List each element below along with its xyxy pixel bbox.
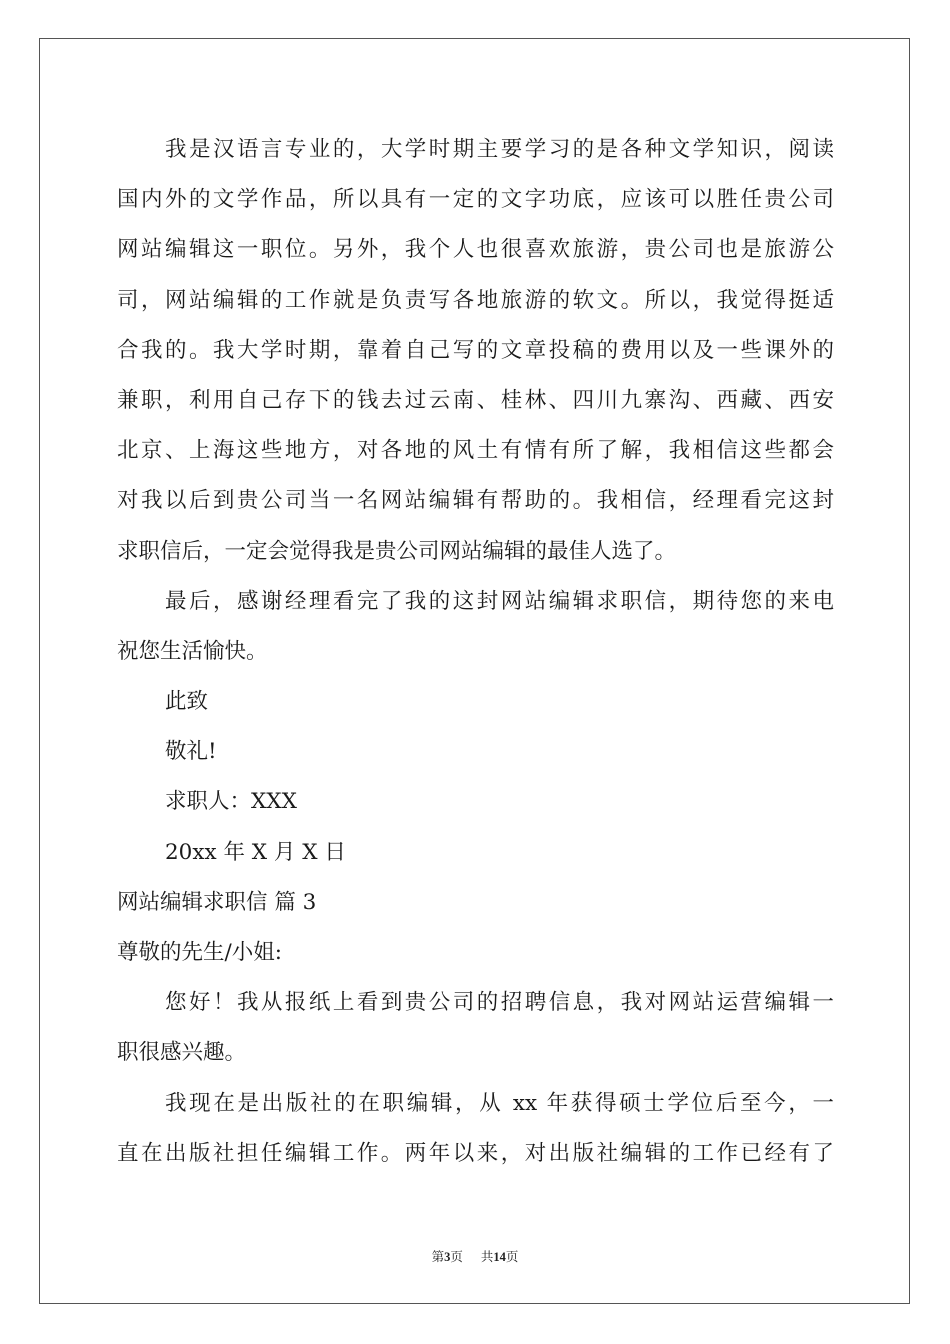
text-line: 我现在是出版社的在职编辑，从 xx 年获得硕士学位后至今，一 (165, 1090, 834, 1116)
text-line: 您好！我从报纸上看到贵公司的招聘信息，我对网站运营编辑一 (165, 990, 834, 1016)
document-body (117, 125, 834, 1179)
text-line: 北京、上海这些地方，对各地的风土有情有所了解，我相信这些都会 (117, 438, 834, 464)
text-line: 国内外的文学作品，所以具有一定的文字功底，应该可以胜任贵公司 (117, 187, 834, 213)
text-line: 司，网站编辑的工作就是负责写各地旅游的软文。所以，我觉得挺适 (117, 287, 834, 313)
page-prefix: 第 (431, 1250, 445, 1264)
page-footer (0, 1247, 950, 1265)
text-line: 职很感兴趣。 (117, 1040, 247, 1066)
section-heading: 网站编辑求职信 篇 3 (117, 889, 317, 915)
salutation-closing: 此致 (165, 689, 209, 715)
greeting: 尊敬的先生/小姐: (117, 940, 282, 965)
text-line: 最后，感谢经理看完了我的这封网站编辑求职信，期待您的来电 (165, 588, 834, 614)
total-suffix: 页 (505, 1250, 519, 1264)
text-line: 对我以后到贵公司当一名网站编辑有帮助的。我相信，经理看完这封 (117, 488, 834, 514)
text-line: 直在出版社担任编辑工作。两年以来，对出版社编辑的工作已经有了 (117, 1140, 834, 1166)
applicant-signature: 求职人：XXX (165, 789, 297, 815)
text-line: 祝您生活愉快。 (117, 638, 268, 664)
page-number: 3 (444, 1250, 451, 1264)
text-line: 我是汉语言专业的，大学时期主要学习的是各种文学知识，阅读 (165, 137, 834, 162)
salutation-regards: 敬礼! (165, 739, 217, 765)
total-pages: 14 (493, 1250, 506, 1264)
total-prefix: 共 (480, 1250, 494, 1264)
text-line: 网站编辑这一职位。另外，我个人也很喜欢旅游，贵公司也是旅游公 (117, 237, 834, 263)
page-suffix: 页 (450, 1250, 463, 1264)
letter-date: 20xx 年 X 月 X 日 (165, 839, 346, 865)
text-line: 合我的。我大学时期，靠着自己写的文章投稿的费用以及一些课外的 (117, 337, 834, 363)
text-line: 兼职，利用自己存下的钱去过云南、桂林、四川九寨沟、西藏、西安 (117, 387, 834, 413)
text-line: 求职信后，一定会觉得我是贵公司网站编辑的最佳人选了。 (117, 538, 677, 564)
